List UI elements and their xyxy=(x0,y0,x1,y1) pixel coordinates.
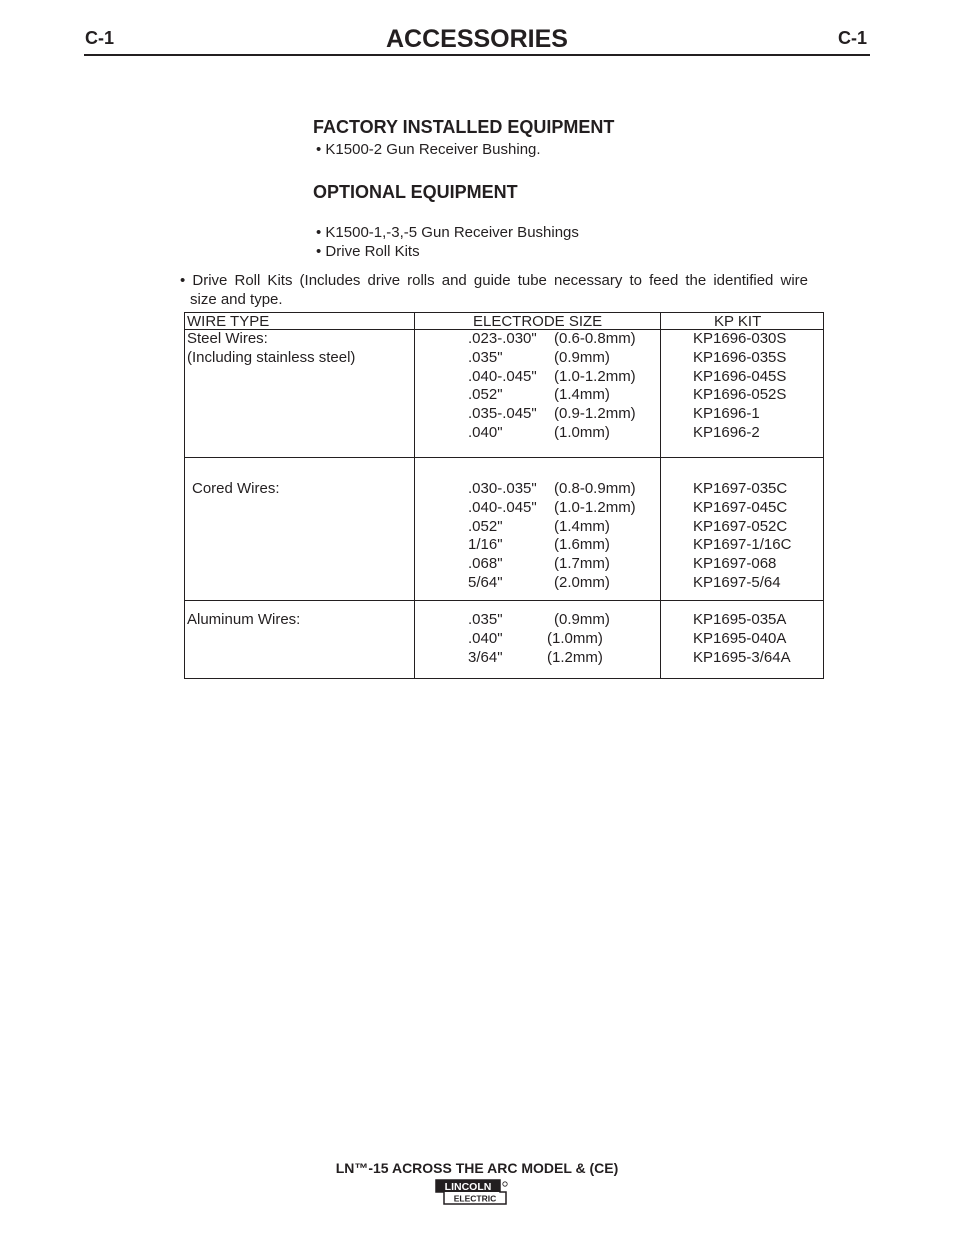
electrode-size-cell xyxy=(468,611,610,667)
group-divider xyxy=(185,600,823,601)
column-divider xyxy=(414,313,415,678)
kp-kit-number: KP1696-052S xyxy=(693,386,787,404)
size-mm: (1.2mm) xyxy=(547,648,603,666)
electrode-size-row xyxy=(468,555,636,574)
size-mm: (1.0mm) xyxy=(554,423,610,441)
wire-type-label: Steel Wires: xyxy=(187,330,268,347)
size-inch: .023-.030" xyxy=(468,330,537,347)
kp-kit-number: KP1697-068 xyxy=(693,555,777,573)
electrode-size-row xyxy=(468,480,636,499)
intro-line-2: size and type. xyxy=(190,291,283,308)
kp-kit-number: KP1697-035C xyxy=(693,480,788,497)
drive-roll-intro xyxy=(180,271,808,309)
size-inch: .040-.045" xyxy=(468,367,537,385)
electrode-size-row xyxy=(468,386,636,405)
size-mm: (2.0mm) xyxy=(554,573,610,591)
logo-text-electric: ELECTRIC xyxy=(453,1193,497,1204)
size-mm: (1.0-1.2mm) xyxy=(554,498,636,516)
column-divider xyxy=(660,313,661,678)
optional-item: • Drive Roll Kits xyxy=(316,242,420,261)
size-inch: .035" xyxy=(468,611,503,628)
drive-roll-kit-table xyxy=(184,312,824,679)
lincoln-electric-logo xyxy=(434,1178,510,1206)
wire-type-cell xyxy=(187,330,355,368)
size-mm: (1.0-1.2mm) xyxy=(554,367,636,385)
kp-kit-number: KP1697-5/64 xyxy=(693,573,781,591)
size-inch: .040" xyxy=(468,423,503,441)
header-electrode-size: ELECTRODE SIZE xyxy=(473,313,603,330)
kp-kit-number: KP1697-1/16C xyxy=(693,536,792,554)
electrode-size-row xyxy=(468,649,610,668)
electrode-size-row xyxy=(468,499,636,518)
header-kp-kit: KP KIT xyxy=(714,313,762,330)
wire-type-cell xyxy=(187,611,300,630)
size-inch: .040-.045" xyxy=(468,498,537,516)
kp-kit-number: KP1695-035A xyxy=(693,611,787,628)
electrode-size-row xyxy=(468,630,610,649)
page-number-left: C-1 xyxy=(85,28,115,48)
electrode-size-row xyxy=(468,536,636,555)
size-mm: (0.6-0.8mm) xyxy=(554,330,636,347)
electrode-size-row xyxy=(468,368,636,387)
size-mm: (1.4mm) xyxy=(554,386,610,404)
electrode-size-cell xyxy=(468,480,636,593)
size-mm: (1.7mm) xyxy=(554,555,610,573)
size-mm: (1.0mm) xyxy=(547,629,603,647)
size-mm: (1.4mm) xyxy=(554,517,610,535)
size-mm: (0.8-0.9mm) xyxy=(554,480,636,497)
page-number-right: C-1 xyxy=(838,28,868,48)
electrode-size-row xyxy=(468,349,636,368)
size-mm: (0.9mm) xyxy=(554,348,610,366)
electrode-size-row xyxy=(468,611,610,630)
kp-kit-number: KP1695-3/64A xyxy=(693,648,791,666)
kp-kit-number: KP1696-2 xyxy=(693,423,760,441)
size-mm: (1.6mm) xyxy=(554,536,610,554)
size-inch: 1/16" xyxy=(468,536,503,554)
registered-mark-icon xyxy=(503,1182,507,1186)
size-inch: .068" xyxy=(468,555,503,573)
page-title: ACCESSORIES xyxy=(386,25,568,53)
kp-kit-number: KP1696-035S xyxy=(693,348,787,366)
size-inch: .040" xyxy=(468,629,503,647)
wire-type-note: (Including stainless steel) xyxy=(187,348,356,366)
optional-item: • K1500-1,-3,-5 Gun Receiver Bushings xyxy=(316,223,579,242)
optional-equipment-heading: OPTIONAL EQUIPMENT xyxy=(313,182,518,202)
electrode-size-row xyxy=(468,405,636,424)
electrode-size-row xyxy=(468,424,636,443)
size-inch: .035" xyxy=(468,348,503,366)
intro-line-1: • Drive Roll Kits (Includes drive rolls and guide tube necessary to feed the identified wire xyxy=(180,271,808,290)
size-mm: (0.9mm) xyxy=(554,611,610,628)
electrode-size-row xyxy=(468,574,636,593)
factory-item: • K1500-2 Gun Receiver Bushing. xyxy=(316,140,541,159)
kp-kit-cell xyxy=(693,611,791,667)
footer-model-title: LN™-15 ACROSS THE ARC MODEL & (CE) xyxy=(335,1160,619,1176)
electrode-size-row xyxy=(468,330,636,349)
size-mm: (0.9-1.2mm) xyxy=(554,405,636,423)
header-wire-type: WIRE TYPE xyxy=(187,313,270,330)
kp-kit-number: KP1696-1 xyxy=(693,405,760,423)
header-rule xyxy=(84,54,870,56)
factory-installed-heading: FACTORY INSTALLED EQUIPMENT xyxy=(313,117,615,137)
size-inch: .052" xyxy=(468,517,503,535)
electrode-size-row xyxy=(468,518,636,537)
kp-kit-number: KP1697-052C xyxy=(693,517,788,535)
logo-text-lincoln: LINCOLN xyxy=(444,1181,492,1193)
group-divider xyxy=(185,457,823,458)
kp-kit-number: KP1696-045S xyxy=(693,367,787,385)
kp-kit-number: KP1697-045C xyxy=(693,498,788,516)
wire-type-cell xyxy=(192,480,280,499)
kp-kit-cell xyxy=(693,480,791,593)
size-inch: 3/64" xyxy=(468,648,503,666)
size-inch: .030-.035" xyxy=(468,480,537,497)
kp-kit-cell xyxy=(693,330,786,443)
size-inch: .052" xyxy=(468,386,503,404)
size-inch: 5/64" xyxy=(468,573,503,591)
kp-kit-number: KP1695-040A xyxy=(693,629,787,647)
wire-type-label: Cored Wires: xyxy=(192,480,280,497)
size-inch: .035-.045" xyxy=(468,405,537,423)
kp-kit-number: KP1696-030S xyxy=(693,330,787,347)
electrode-size-cell xyxy=(468,330,636,443)
wire-type-label: Aluminum Wires: xyxy=(187,611,301,628)
